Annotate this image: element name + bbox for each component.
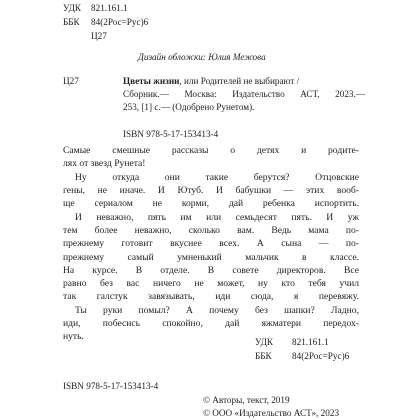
annotation-line: нуть.: [63, 331, 84, 342]
annotation-line: И неважно, пять им или семьдесят пять. И уж: [75, 212, 359, 223]
bbk-label: ББК: [63, 17, 80, 27]
udk-label: УДК: [63, 3, 81, 13]
cover-designer: Дизайн обложки: Юлия Межова: [138, 52, 266, 62]
annotation-line: Самые смешные рассказы о детях и родите-: [63, 145, 359, 156]
bib-line-1: Цветы жизни, или Родителей не выбирают /: [123, 76, 300, 86]
annotation-line: Ну откуда они такие берутся? Отцовские: [75, 172, 359, 183]
isbn-main: ISBN 978-5-17-153413-4: [123, 129, 219, 139]
copyright-publisher: © ООО «Издательство АСТ», 2023: [203, 408, 340, 418]
bib-title: Цветы жизни: [123, 76, 180, 86]
annotation-line: так галстук завязывать, иди сюда, я перевяжу.: [63, 291, 359, 302]
udk-label: УДК: [255, 337, 273, 347]
annotation-line: гены, не иначе. И Ютуб. И бабушки — этих вооб-: [63, 185, 359, 196]
bbk-value: 84(2Рос=Рус)6: [292, 351, 350, 361]
isbn-bottom: ISBN 978-5-17-153413-4: [63, 381, 159, 391]
annotation: [63, 146, 359, 346]
annotation-line: тем более неважно, сколько вам. Ведь мама по-: [63, 225, 359, 236]
annotation-line: прежнему готовит вкуснее всех. А сына — по-: [63, 238, 359, 249]
udk-value: 821.161.1: [91, 3, 128, 13]
bib-line-3: 253, [1] с.— (Одобрено Рунетом).: [123, 102, 255, 112]
annotation-line: прежнему самый умненький мальчик в классе.: [63, 252, 359, 263]
author-mark: Ц27: [63, 76, 79, 86]
annotation-line: лях от звезд Рунета!: [63, 158, 146, 169]
annotation-line: На курсе. В отделе. В совете директоров. Все: [63, 265, 359, 276]
annotation-line: Ты руки помыл? А почему без шапки? Ладно,: [75, 305, 359, 316]
bibliographic-entry: [123, 77, 365, 117]
udk-value: 821.161.1: [292, 337, 329, 347]
annotation-line: ще сериалом не корми, дай ребенка испортить.: [63, 198, 359, 209]
bbk-label: ББК: [255, 351, 272, 361]
copyright-authors: © Авторы, текст, 2019: [203, 395, 290, 405]
bib-line-2: Сборник.— Москва: Издательство АСТ, 2023.—: [123, 89, 365, 99]
author-mark-top: Ц27: [91, 31, 107, 41]
bbk-value: 84(2Рос=Рус)6: [91, 17, 149, 27]
annotation-line: иди, побесись спокойно, дай яжматери передох-: [63, 318, 359, 329]
annotation-line: равно без вас ничего не может, ну кто тебя учил: [63, 278, 359, 289]
